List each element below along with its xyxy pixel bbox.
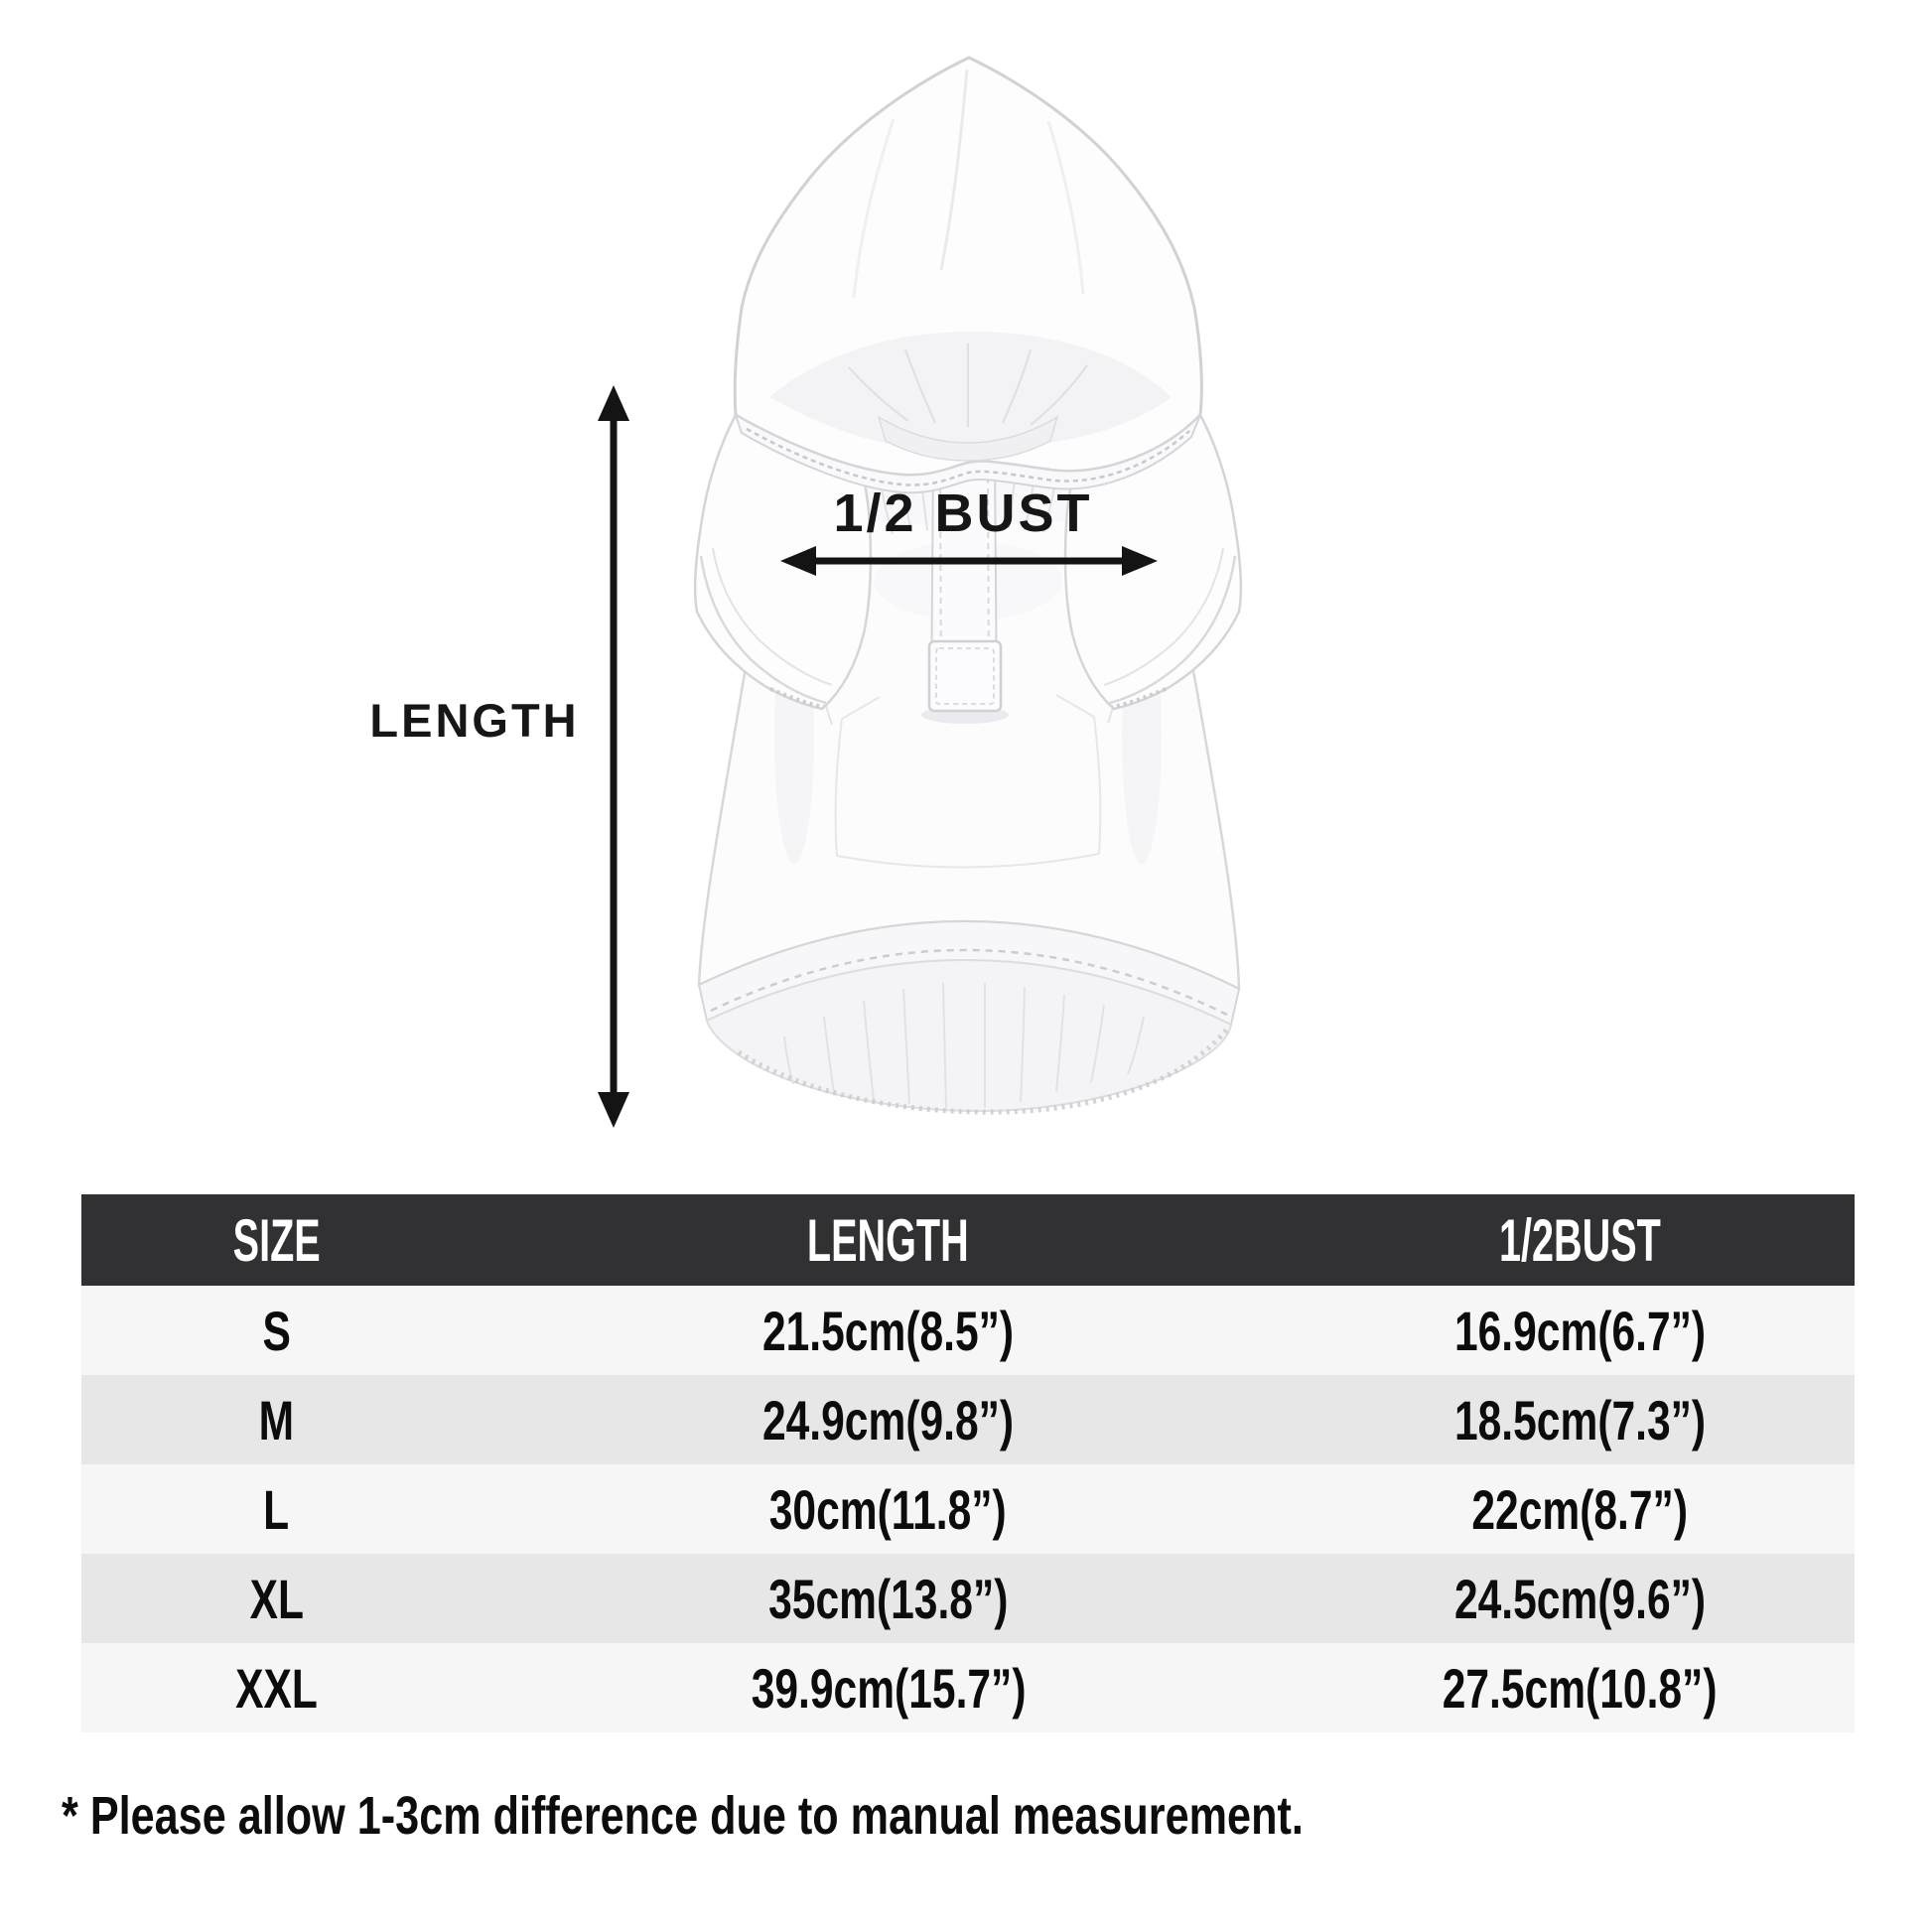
halfbust-value: 22cm(8.7”) <box>1471 1477 1688 1541</box>
table-row <box>81 1286 1855 1375</box>
size-value: M <box>258 1388 295 1451</box>
column-header-size: SIZE <box>232 1206 321 1274</box>
size-value: XL <box>249 1567 304 1630</box>
halfbust-value: 27.5cm(10.8”) <box>1442 1656 1718 1720</box>
length-value: 30cm(11.8”) <box>769 1477 1008 1541</box>
size-value: S <box>262 1299 291 1362</box>
table-header-row <box>81 1194 1855 1286</box>
halfbust-value: 16.9cm(6.7”) <box>1453 1299 1706 1362</box>
table-row <box>81 1554 1855 1643</box>
size-value: L <box>263 1477 290 1541</box>
column-header-length: LENGTH <box>807 1206 970 1274</box>
length-value: 35cm(13.8”) <box>767 1567 1009 1630</box>
half-bust-label: 1/2 BUST <box>833 483 1093 543</box>
halfbust-value: 24.5cm(9.6”) <box>1453 1567 1706 1630</box>
size-value: XXL <box>235 1656 318 1720</box>
length-value: 21.5cm(8.5”) <box>762 1299 1015 1362</box>
hoodie-hood <box>735 58 1201 492</box>
length-label: LENGTH <box>369 694 580 747</box>
table-row <box>81 1464 1855 1554</box>
column-header-halfbust: 1/2BUST <box>1498 1206 1661 1274</box>
halfbust-value: 18.5cm(7.3”) <box>1453 1388 1706 1451</box>
length-value: 24.9cm(9.8”) <box>762 1388 1015 1451</box>
hoodie-illustration <box>556 30 1380 1191</box>
length-arrow <box>598 385 629 1128</box>
measurement-footnote: * Please allow 1-3cm difference due to manual measurement. <box>62 1786 1304 1846</box>
table-row <box>81 1375 1855 1464</box>
length-value: 39.9cm(15.7”) <box>751 1656 1027 1720</box>
size-table <box>81 1194 1855 1732</box>
table-row <box>81 1643 1855 1732</box>
